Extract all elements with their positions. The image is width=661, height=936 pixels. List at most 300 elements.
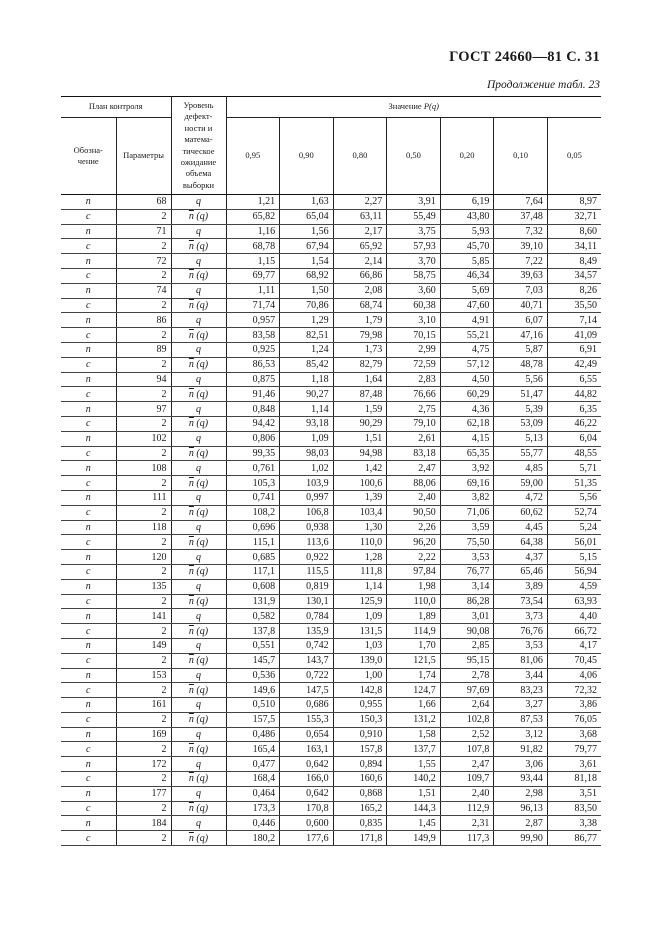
value-cell: 67,94 <box>280 239 334 254</box>
header-designation-text: Обозна- чение <box>73 144 103 166</box>
designation-cell: c <box>61 446 116 461</box>
value-cell: 3,75 <box>387 224 441 239</box>
value-cell: 4,37 <box>494 550 548 565</box>
value-cell: 5,71 <box>547 461 601 476</box>
level-symbol-cell: $\overline{n}$ (q) <box>171 298 226 313</box>
value-cell: 1,00 <box>333 668 387 683</box>
parameter-cell: 2 <box>116 564 171 579</box>
value-cell: 103,4 <box>333 505 387 520</box>
level-symbol-cell: q <box>171 342 226 357</box>
table-row <box>61 698 601 713</box>
level-symbol-cell: $\overline{n}$ (q) <box>171 712 226 727</box>
value-cell: 79,77 <box>547 742 601 757</box>
value-cell: 0,536 <box>226 668 280 683</box>
designation-cell: c <box>61 298 116 313</box>
data-table <box>61 96 601 846</box>
value-cell: 65,92 <box>333 239 387 254</box>
value-cell: 6,19 <box>440 195 494 210</box>
table-row <box>61 461 601 476</box>
value-cell: 2,31 <box>440 816 494 831</box>
level-symbol-cell: q <box>171 816 226 831</box>
value-cell: 0,938 <box>280 520 334 535</box>
value-cell: 90,27 <box>280 387 334 402</box>
value-cell: 98,03 <box>280 446 334 461</box>
value-cell: 0,819 <box>280 579 334 594</box>
value-cell: 171,8 <box>333 831 387 846</box>
value-cell: 65,35 <box>440 446 494 461</box>
value-cell: 5,15 <box>547 550 601 565</box>
level-symbol-cell: q <box>171 490 226 505</box>
parameter-cell: 2 <box>116 328 171 343</box>
value-cell: 81,18 <box>547 772 601 787</box>
value-cell: 125,9 <box>333 594 387 609</box>
value-cell: 0,582 <box>226 609 280 624</box>
table-row <box>61 239 601 254</box>
value-cell: 4,91 <box>440 313 494 328</box>
parameter-cell: 97 <box>116 402 171 417</box>
value-cell: 68,92 <box>280 268 334 283</box>
value-cell: 52,74 <box>547 505 601 520</box>
mean-n-symbol: $\overline{n}$ <box>188 566 194 578</box>
value-cell: 117,1 <box>226 564 280 579</box>
designation-cell: n <box>61 579 116 594</box>
mean-n-symbol: $\overline{n}$ <box>188 832 194 844</box>
parameter-cell: 2 <box>116 683 171 698</box>
designation-cell: c <box>61 357 116 372</box>
level-symbol-cell: $\overline{n}$ (q) <box>171 624 226 639</box>
mean-n-symbol: $\overline{n}$ <box>188 595 194 607</box>
value-cell: 149,6 <box>226 683 280 698</box>
table-row <box>61 416 601 431</box>
value-cell: 0,835 <box>333 816 387 831</box>
value-cell: 3,59 <box>440 520 494 535</box>
header-q-column: 0,05 <box>547 118 601 195</box>
parameter-cell: 177 <box>116 786 171 801</box>
value-cell: 85,42 <box>280 357 334 372</box>
value-cell: 5,56 <box>547 490 601 505</box>
parameter-cell: 153 <box>116 668 171 683</box>
parameter-cell: 2 <box>116 209 171 224</box>
value-cell: 91,82 <box>494 742 548 757</box>
value-cell: 69,77 <box>226 268 280 283</box>
parameter-cell: 2 <box>116 712 171 727</box>
parameter-cell: 2 <box>116 446 171 461</box>
value-cell: 96,13 <box>494 801 548 816</box>
header-q-column: 0,10 <box>494 118 548 195</box>
value-cell: 82,79 <box>333 357 387 372</box>
value-cell: 4,06 <box>547 668 601 683</box>
table-row <box>61 357 601 372</box>
value-cell: 79,98 <box>333 328 387 343</box>
value-cell: 68,74 <box>333 298 387 313</box>
value-cell: 2,64 <box>440 698 494 713</box>
value-cell: 1,73 <box>333 342 387 357</box>
value-cell: 7,64 <box>494 195 548 210</box>
value-cell: 8,49 <box>547 254 601 269</box>
table-row <box>61 520 601 535</box>
table-row <box>61 550 601 565</box>
value-cell: 7,14 <box>547 313 601 328</box>
value-cell: 1,21 <box>226 195 280 210</box>
mean-n-symbol: $\overline{n}$ <box>188 773 194 785</box>
value-cell: 0,696 <box>226 520 280 535</box>
mean-n-symbol: $\overline{n}$ <box>188 507 194 519</box>
value-cell: 3,60 <box>387 283 441 298</box>
level-symbol-cell: $\overline{n}$ (q) <box>171 653 226 668</box>
level-symbol-cell: q <box>171 550 226 565</box>
value-cell: 48,78 <box>494 357 548 372</box>
value-cell: 7,03 <box>494 283 548 298</box>
level-symbol-cell: q <box>171 786 226 801</box>
value-cell: 0,486 <box>226 727 280 742</box>
table-row <box>61 757 601 772</box>
value-cell: 165,4 <box>226 742 280 757</box>
value-cell: 56,94 <box>547 564 601 579</box>
value-cell: 3,14 <box>440 579 494 594</box>
table-row <box>61 772 601 787</box>
value-cell: 105,3 <box>226 476 280 491</box>
value-cell: 53,09 <box>494 416 548 431</box>
value-cell: 68,78 <box>226 239 280 254</box>
parameter-cell: 135 <box>116 579 171 594</box>
table-row <box>61 490 601 505</box>
level-symbol-cell: $\overline{n}$ (q) <box>171 476 226 491</box>
value-cell: 99,90 <box>494 831 548 846</box>
table-row <box>61 402 601 417</box>
table-row <box>61 224 601 239</box>
value-cell: 1,16 <box>226 224 280 239</box>
value-cell: 94,42 <box>226 416 280 431</box>
mean-n-symbol: $\overline{n}$ <box>188 211 194 223</box>
value-cell: 3,89 <box>494 579 548 594</box>
table-row <box>61 816 601 831</box>
parameter-cell: 2 <box>116 298 171 313</box>
mean-n-symbol: $\overline{n}$ <box>188 329 194 341</box>
value-cell: 7,32 <box>494 224 548 239</box>
level-symbol-cell: $\overline{n}$ (q) <box>171 831 226 846</box>
value-cell: 57,93 <box>387 239 441 254</box>
value-cell: 131,9 <box>226 594 280 609</box>
value-cell: 96,20 <box>387 535 441 550</box>
designation-cell: c <box>61 209 116 224</box>
value-cell: 87,53 <box>494 712 548 727</box>
value-cell: 3,82 <box>440 490 494 505</box>
value-cell: 57,12 <box>440 357 494 372</box>
mean-n-symbol: $\overline{n}$ <box>188 803 194 815</box>
value-cell: 3,51 <box>547 786 601 801</box>
table-row <box>61 446 601 461</box>
mean-n-symbol: $\overline{n}$ <box>188 536 194 548</box>
value-cell: 1,24 <box>280 342 334 357</box>
table-row <box>61 683 601 698</box>
value-cell: 3,53 <box>494 638 548 653</box>
designation-cell: c <box>61 239 116 254</box>
value-cell: 1,89 <box>387 609 441 624</box>
value-cell: 90,29 <box>333 416 387 431</box>
value-cell: 8,97 <box>547 195 601 210</box>
table-row <box>61 328 601 343</box>
value-cell: 5,93 <box>440 224 494 239</box>
value-cell: 56,01 <box>547 535 601 550</box>
value-cell: 114,9 <box>387 624 441 639</box>
designation-cell: n <box>61 431 116 446</box>
value-cell: 48,55 <box>547 446 601 461</box>
value-cell: 76,66 <box>387 387 441 402</box>
value-cell: 155,3 <box>280 712 334 727</box>
level-symbol-cell: q <box>171 609 226 624</box>
level-symbol-cell: q <box>171 757 226 772</box>
value-cell: 39,63 <box>494 268 548 283</box>
value-cell: 65,04 <box>280 209 334 224</box>
designation-cell: n <box>61 638 116 653</box>
value-cell: 131,5 <box>333 624 387 639</box>
level-symbol-cell: q <box>171 520 226 535</box>
level-symbol-cell: q <box>171 461 226 476</box>
level-symbol-cell: q <box>171 224 226 239</box>
level-symbol-cell: q <box>171 727 226 742</box>
value-cell: 66,72 <box>547 624 601 639</box>
value-cell: 2,61 <box>387 431 441 446</box>
value-cell: 87,48 <box>333 387 387 402</box>
value-cell: 83,23 <box>494 683 548 698</box>
table-row <box>61 727 601 742</box>
value-cell: 6,04 <box>547 431 601 446</box>
table-row <box>61 268 601 283</box>
value-cell: 58,75 <box>387 268 441 283</box>
value-cell: 62,18 <box>440 416 494 431</box>
designation-cell: n <box>61 313 116 328</box>
value-cell: 4,72 <box>494 490 548 505</box>
value-cell: 76,05 <box>547 712 601 727</box>
designation-cell: n <box>61 283 116 298</box>
mean-n-symbol: $\overline{n}$ <box>188 684 194 696</box>
value-cell: 0,654 <box>280 727 334 742</box>
value-cell: 70,45 <box>547 653 601 668</box>
value-cell: 86,77 <box>547 831 601 846</box>
value-cell: 5,13 <box>494 431 548 446</box>
value-cell: 0,741 <box>226 490 280 505</box>
value-cell: 3,38 <box>547 816 601 831</box>
designation-cell: n <box>61 550 116 565</box>
value-cell: 5,87 <box>494 342 548 357</box>
parameter-cell: 2 <box>116 742 171 757</box>
value-cell: 0,642 <box>280 757 334 772</box>
value-cell: 70,86 <box>280 298 334 313</box>
designation-cell: n <box>61 195 116 210</box>
value-cell: 2,14 <box>333 254 387 269</box>
level-symbol-cell: q <box>171 254 226 269</box>
table-row <box>61 195 601 210</box>
designation-cell: n <box>61 254 116 269</box>
value-cell: 2,78 <box>440 668 494 683</box>
value-cell: 6,07 <box>494 313 548 328</box>
value-cell: 46,34 <box>440 268 494 283</box>
designation-cell: n <box>61 698 116 713</box>
designation-cell: c <box>61 772 116 787</box>
value-cell: 45,70 <box>440 239 494 254</box>
level-symbol-cell: $\overline{n}$ (q) <box>171 209 226 224</box>
parameter-cell: 68 <box>116 195 171 210</box>
level-symbol-cell: q <box>171 313 226 328</box>
level-symbol-cell: q <box>171 195 226 210</box>
value-cell: 65,82 <box>226 209 280 224</box>
value-cell: 0,642 <box>280 786 334 801</box>
value-cell: 71,74 <box>226 298 280 313</box>
parameter-cell: 2 <box>116 831 171 846</box>
parameter-cell: 2 <box>116 772 171 787</box>
value-cell: 7,22 <box>494 254 548 269</box>
designation-cell: n <box>61 372 116 387</box>
level-symbol-cell: $\overline{n}$ (q) <box>171 535 226 550</box>
value-cell: 0,997 <box>280 490 334 505</box>
value-cell: 2,17 <box>333 224 387 239</box>
value-cell: 34,11 <box>547 239 601 254</box>
mean-n-symbol: $\overline{n}$ <box>188 240 194 252</box>
value-cell: 166,0 <box>280 772 334 787</box>
value-cell: 0,446 <box>226 816 280 831</box>
value-cell: 1,56 <box>280 224 334 239</box>
value-cell: 97,69 <box>440 683 494 698</box>
value-cell: 4,36 <box>440 402 494 417</box>
designation-cell: n <box>61 490 116 505</box>
designation-cell: n <box>61 461 116 476</box>
mean-n-symbol: $\overline{n}$ <box>188 655 194 667</box>
value-cell: 2,27 <box>333 195 387 210</box>
table-row <box>61 831 601 846</box>
table-row <box>61 653 601 668</box>
value-cell: 66,86 <box>333 268 387 283</box>
value-cell: 1,29 <box>280 313 334 328</box>
value-cell: 0,686 <box>280 698 334 713</box>
value-cell: 0,464 <box>226 786 280 801</box>
value-cell: 157,5 <box>226 712 280 727</box>
value-cell: 1,11 <box>226 283 280 298</box>
value-cell: 60,38 <box>387 298 441 313</box>
value-cell: 0,784 <box>280 609 334 624</box>
value-cell: 32,71 <box>547 209 601 224</box>
value-cell: 1,18 <box>280 372 334 387</box>
value-cell: 121,5 <box>387 653 441 668</box>
value-cell: 1,03 <box>333 638 387 653</box>
table-row <box>61 387 601 402</box>
value-cell: 86,28 <box>440 594 494 609</box>
value-cell: 4,75 <box>440 342 494 357</box>
table-row <box>61 594 601 609</box>
level-symbol-cell: q <box>171 402 226 417</box>
value-cell: 3,12 <box>494 727 548 742</box>
level-symbol-cell: $\overline{n}$ (q) <box>171 772 226 787</box>
value-cell: 0,875 <box>226 372 280 387</box>
value-cell: 1,74 <box>387 668 441 683</box>
parameter-cell: 172 <box>116 757 171 772</box>
value-cell: 5,85 <box>440 254 494 269</box>
value-cell: 5,39 <box>494 402 548 417</box>
parameter-cell: 2 <box>116 416 171 431</box>
value-cell: 100,6 <box>333 476 387 491</box>
designation-cell: c <box>61 801 116 816</box>
value-cell: 1,45 <box>387 816 441 831</box>
value-cell: 2,98 <box>494 786 548 801</box>
value-cell: 2,47 <box>387 461 441 476</box>
table-row <box>61 209 601 224</box>
value-cell: 76,76 <box>494 624 548 639</box>
value-cell: 4,45 <box>494 520 548 535</box>
value-cell: 60,62 <box>494 505 548 520</box>
designation-cell: n <box>61 342 116 357</box>
parameter-cell: 111 <box>116 490 171 505</box>
value-cell: 1,98 <box>387 579 441 594</box>
value-cell: 40,71 <box>494 298 548 313</box>
value-cell: 1,09 <box>333 609 387 624</box>
value-cell: 0,600 <box>280 816 334 831</box>
value-cell: 131,2 <box>387 712 441 727</box>
value-cell: 3,06 <box>494 757 548 772</box>
designation-cell: c <box>61 712 116 727</box>
value-cell: 0,910 <box>333 727 387 742</box>
value-cell: 113,6 <box>280 535 334 550</box>
parameter-cell: 2 <box>116 357 171 372</box>
value-cell: 3,10 <box>387 313 441 328</box>
value-cell: 160,6 <box>333 772 387 787</box>
header-level <box>171 97 226 195</box>
mean-n-symbol: $\overline{n}$ <box>188 388 194 400</box>
value-cell: 143,7 <box>280 653 334 668</box>
header-q-column: 0,90 <box>280 118 334 195</box>
value-cell: 106,8 <box>280 505 334 520</box>
mean-n-symbol: $\overline{n}$ <box>188 477 194 489</box>
designation-cell: c <box>61 831 116 846</box>
parameter-cell: 2 <box>116 476 171 491</box>
level-symbol-cell: $\overline{n}$ (q) <box>171 239 226 254</box>
parameter-cell: 71 <box>116 224 171 239</box>
value-cell: 88,06 <box>387 476 441 491</box>
value-cell: 8,26 <box>547 283 601 298</box>
value-cell: 3,92 <box>440 461 494 476</box>
designation-cell: n <box>61 816 116 831</box>
value-cell: 142,8 <box>333 683 387 698</box>
level-symbol-cell: q <box>171 698 226 713</box>
designation-cell: c <box>61 564 116 579</box>
value-cell: 2,26 <box>387 520 441 535</box>
value-cell: 4,15 <box>440 431 494 446</box>
designation-cell: c <box>61 505 116 520</box>
level-symbol-cell: $\overline{n}$ (q) <box>171 742 226 757</box>
value-cell: 173,3 <box>226 801 280 816</box>
value-cell: 63,11 <box>333 209 387 224</box>
value-cell: 180,2 <box>226 831 280 846</box>
level-symbol-cell: q <box>171 579 226 594</box>
value-cell: 137,8 <box>226 624 280 639</box>
page-header: ГОСТ 24660—81 С. 31 <box>449 49 600 65</box>
header-value-group: Значение P(q) <box>226 97 601 118</box>
value-cell: 109,7 <box>440 772 494 787</box>
value-cell: 1,51 <box>333 431 387 446</box>
value-cell: 2,83 <box>387 372 441 387</box>
value-cell: 150,3 <box>333 712 387 727</box>
value-cell: 177,6 <box>280 831 334 846</box>
value-cell: 1,79 <box>333 313 387 328</box>
value-cell: 41,09 <box>547 328 601 343</box>
value-cell: 168,4 <box>226 772 280 787</box>
value-cell: 4,50 <box>440 372 494 387</box>
value-cell: 0,551 <box>226 638 280 653</box>
level-symbol-cell: $\overline{n}$ (q) <box>171 387 226 402</box>
header-q-column: 0,20 <box>440 118 494 195</box>
value-cell: 1,63 <box>280 195 334 210</box>
value-cell: 107,8 <box>440 742 494 757</box>
value-cell: 2,08 <box>333 283 387 298</box>
value-cell: 5,69 <box>440 283 494 298</box>
